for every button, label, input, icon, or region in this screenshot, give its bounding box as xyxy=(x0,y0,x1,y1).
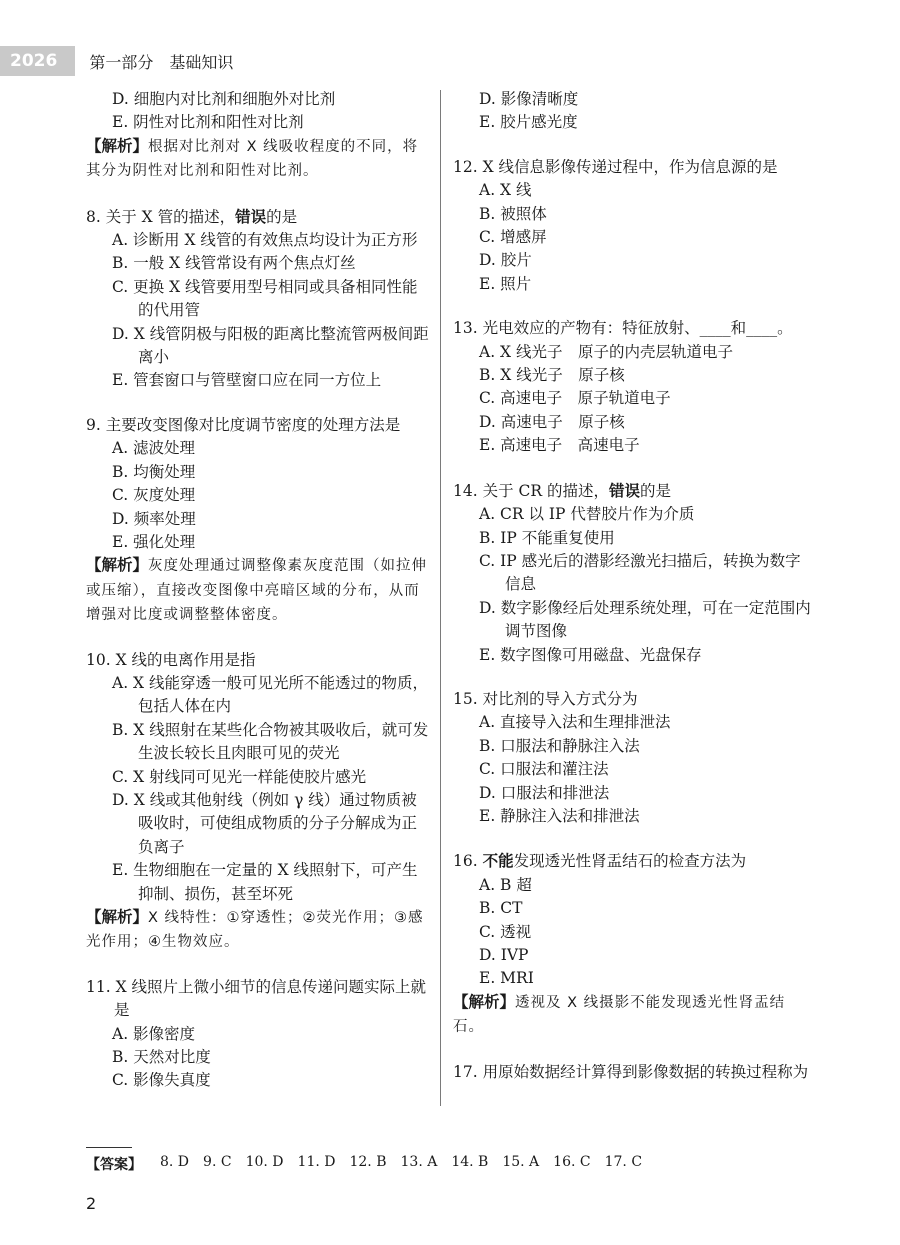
answer-rule xyxy=(86,1147,132,1148)
answer-option: A. 影像密度 xyxy=(112,1024,196,1043)
right-column xyxy=(453,88,813,1105)
question-stem: 10. X 线的电离作用是指 xyxy=(86,650,256,669)
answer-item: 17. C xyxy=(604,1154,643,1170)
answer-option: E. 胶片感光度 xyxy=(479,113,578,132)
explanation-text: 透视及 X 线摄影不能发现透光性肾盂结石。 xyxy=(453,994,786,1036)
answer-option: C. 影像失真度 xyxy=(112,1071,211,1090)
question-block xyxy=(453,688,813,828)
explanation-text: 灰度处理通过调整像素灰度范围（如拉伸或压缩），直接改变图像中亮暗区域的分布，从而增强对比度或调整整体密度。 xyxy=(86,558,428,624)
question-block xyxy=(86,976,430,1093)
question-stem: 16. 不能发现透光性肾盂结石的检查方法为 xyxy=(453,851,747,871)
question-stem: 14. 关于 CR 的描述，错误的是 xyxy=(453,480,671,500)
page-number: 2 xyxy=(86,1194,97,1213)
answer-option: E. 阴性对比剂和阳性对比剂 xyxy=(112,113,304,132)
question-stem: 12. X 线信息影像传递过程中，作为信息源的是 xyxy=(453,157,778,176)
answer-option: B. X 线照射在某些化合物被其吸收后，就可发生波长较长且肉眼可见的荧光 xyxy=(112,720,429,763)
question-block xyxy=(453,88,813,135)
stem-emphasis: 错误 xyxy=(608,480,640,500)
explanation-label: 【解析】 xyxy=(86,136,149,155)
year-badge: 2026 xyxy=(0,46,75,76)
question-stem: 9. 主要改变图像对比度调节密度的处理方法是 xyxy=(86,415,401,434)
question-block xyxy=(86,88,430,184)
answer-option: E. 数字图像可用磁盘、光盘保存 xyxy=(479,645,702,664)
answer-option: C. 口服法和灌注法 xyxy=(479,760,609,779)
question-stem: 13. 光电效应的产物有：特征放射、____和____。 xyxy=(453,319,793,338)
answer-option: D. 口服法和排泄法 xyxy=(479,783,610,802)
explanation-label: 【解析】 xyxy=(453,992,516,1011)
explanation xyxy=(86,554,430,627)
section-title: 第一部分 基础知识 xyxy=(89,52,234,72)
answer-option: D. 频率处理 xyxy=(112,509,196,528)
question-block xyxy=(453,1061,813,1084)
explanation xyxy=(453,991,813,1040)
explanation-text: X 线特性：①穿透性；②荧光作用；③感光作用；④生物效应。 xyxy=(86,910,424,951)
answer-option: D. IVP xyxy=(479,946,529,964)
explanation xyxy=(86,906,430,955)
question-block xyxy=(453,156,813,296)
answer-option: A. X 线光子 原子的内壳层轨道电子 xyxy=(479,342,734,361)
explanation-label: 【解析】 xyxy=(86,556,149,575)
answer-option: E. 生物细胞在一定量的 X 线照射下，可产生抑制、损伤，甚至坏死 xyxy=(112,861,418,903)
answer-option: C. 增感屏 xyxy=(479,228,547,247)
answer-option: B. 被照体 xyxy=(479,204,547,223)
answer-option: E. 管套窗口与管壁窗口应在同一方位上 xyxy=(112,371,382,390)
answer-option: C. X 射线同可见光一样能使胶片感光 xyxy=(112,767,367,786)
stem-emphasis: 不能 xyxy=(482,851,514,871)
question-block xyxy=(86,205,430,393)
explanation-text: 根据对比剂对 X 线吸收程度的不同，将其分为阴性对比剂和阳性对比剂。 xyxy=(86,138,419,180)
explanation-label: 【解析】 xyxy=(86,908,149,926)
answer-item: 10. D xyxy=(245,1154,284,1170)
question-block xyxy=(453,317,813,457)
answer-option: B. 口服法和静脉注入法 xyxy=(479,736,640,755)
answer-option: D. X 线或其他射线（例如 γ 线）通过物质被吸收时，可使组成物质的分子分解成为正负离子 xyxy=(112,790,418,856)
left-column xyxy=(86,88,430,1114)
explanation xyxy=(86,135,430,184)
answer-option: E. 照片 xyxy=(479,274,532,293)
answer-option: C. 透视 xyxy=(479,922,532,941)
question-stem: 17. 用原始数据经计算得到影像数据的转换过程称为 xyxy=(453,1062,809,1081)
answer-option: B. X 线光子 原子核 xyxy=(479,366,625,385)
answer-option: B. CT xyxy=(479,899,523,918)
question-block xyxy=(453,479,813,667)
answer-item: 9. C xyxy=(203,1154,232,1170)
answer-option: B. 均衡处理 xyxy=(112,462,196,481)
answer-option: E. MRI xyxy=(479,969,534,988)
answer-option: C. 更换 X 线管要用型号相同或具备相同性能的代用管 xyxy=(112,277,418,320)
question-stem: 8. 关于 X 管的描述，错误的是 xyxy=(86,206,298,226)
column-divider xyxy=(440,90,441,1106)
answer-option: A. X 线 xyxy=(479,181,532,200)
question-block xyxy=(86,649,430,955)
answer-option: D. 数字影像经后处理系统处理，可在一定范围内调节图像 xyxy=(479,598,811,641)
answer-item: 8. D xyxy=(160,1154,190,1170)
answer-option: D. 高速电子 原子核 xyxy=(479,412,625,431)
answer-option: D. 胶片 xyxy=(479,251,532,270)
answer-item: 15. A xyxy=(502,1154,540,1170)
question-block xyxy=(453,849,813,1039)
answer-item: 12. B xyxy=(349,1154,387,1170)
answer-option: C. 灰度处理 xyxy=(112,486,196,505)
answer-option: B. 天然对比度 xyxy=(112,1048,211,1067)
page-header xyxy=(0,46,233,76)
question-stem: 15. 对比剂的导入方式分为 xyxy=(453,689,638,708)
answer-item: 11. D xyxy=(297,1154,336,1170)
answer-key-label: 【答案】 xyxy=(86,1157,142,1173)
question-block xyxy=(86,414,430,628)
answer-option: E. 高速电子 高速电子 xyxy=(479,436,640,455)
answer-option: D. X 线管阴极与阳极的距离比整流管两极间距离小 xyxy=(112,324,429,367)
answer-key xyxy=(86,1154,642,1174)
question-stem: 11. X 线照片上微小细节的信息传递问题实际上就是 xyxy=(86,977,427,1020)
answer-option: B. IP 不能重复使用 xyxy=(479,528,615,547)
answer-option: E. 静脉注入法和排泄法 xyxy=(479,806,640,825)
answer-option: A. 诊断用 X 线管的有效焦点均设计为正方形 xyxy=(112,231,418,250)
answer-option: D. 细胞内对比剂和细胞外对比剂 xyxy=(112,90,336,108)
stem-emphasis: 错误 xyxy=(235,206,267,226)
answer-item: 13. A xyxy=(400,1154,438,1170)
answer-option: C. IP 感光后的潜影经激光扫描后，转换为数字信息 xyxy=(479,551,801,594)
answer-option: B. 一般 X 线管常设有两个焦点灯丝 xyxy=(112,254,356,273)
answer-item: 14. B xyxy=(451,1154,489,1170)
answer-option: C. 高速电子 原子轨道电子 xyxy=(479,389,671,408)
answer-option: A. 直接导入法和生理排泄法 xyxy=(479,713,671,732)
answer-option: E. 强化处理 xyxy=(112,532,196,551)
answer-option: D. 影像清晰度 xyxy=(479,90,579,108)
answer-item: 16. C xyxy=(553,1154,591,1170)
answer-option: A. B 超 xyxy=(479,875,532,894)
answer-option: A. X 线能穿透一般可见光所不能透过的物质，包括人体在内 xyxy=(112,673,429,716)
answer-option: A. 滤波处理 xyxy=(112,439,196,458)
answer-option: A. CR 以 IP 代替胶片作为介质 xyxy=(479,505,695,524)
